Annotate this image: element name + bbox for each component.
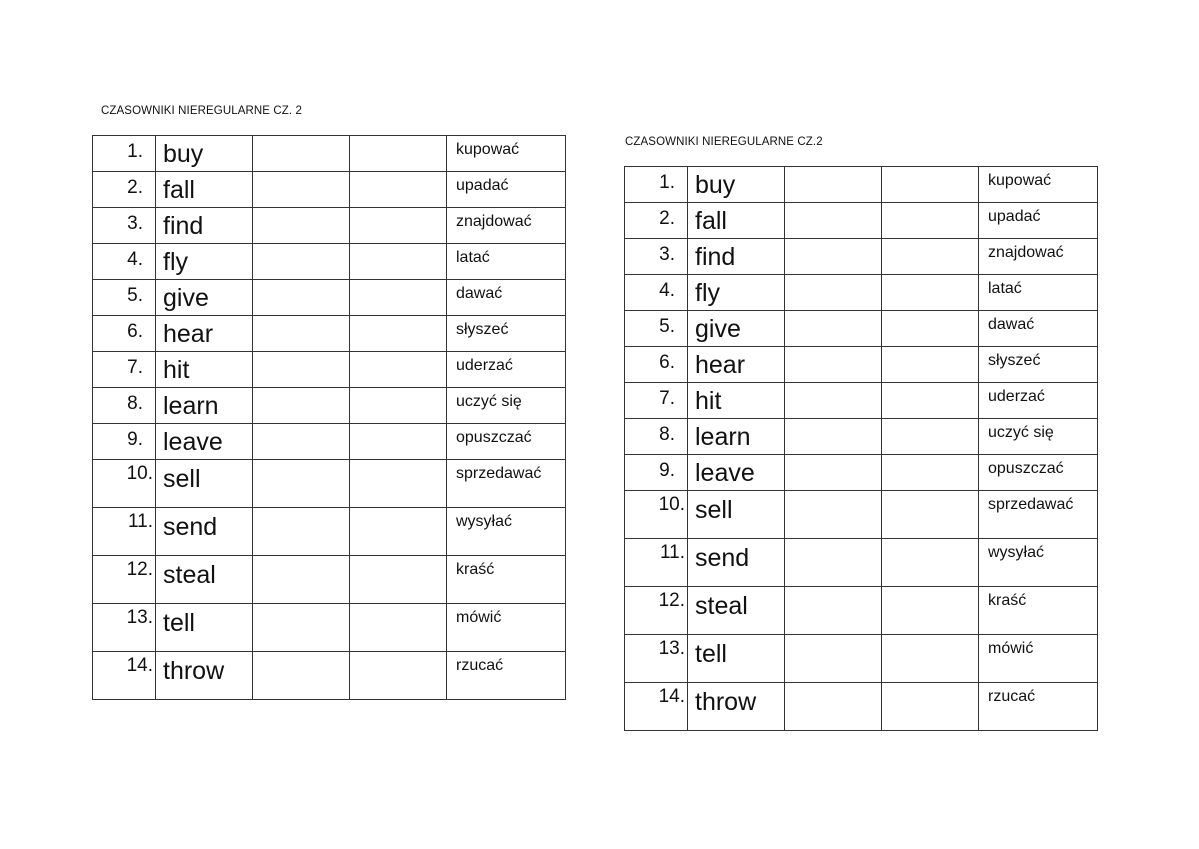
verb-cell [688,635,785,683]
translation-cell [979,347,1098,383]
row-number-cell [93,244,156,280]
past-simple-blank-cell [253,508,350,556]
past-simple-blank-cell [785,683,882,731]
past-simple-blank-cell [785,491,882,539]
base-verb: steal [695,592,748,620]
past-simple-blank-cell [785,455,882,491]
translation: kraść [456,561,495,578]
row-number-cell [93,556,156,604]
past-participle-blank-cell [350,280,447,316]
translation: upadać [456,177,509,194]
base-verb: give [163,284,209,312]
past-simple-blank-cell [253,208,350,244]
past-simple-blank-cell [253,316,350,352]
past-participle-blank-cell [882,419,979,455]
base-verb: fly [163,248,188,276]
row-number: 2. [127,177,143,198]
base-verb: give [695,315,741,343]
verb-table-body [625,167,1098,731]
row-number-cell [93,136,156,172]
past-simple-blank-cell [785,167,882,203]
past-simple-blank-cell [253,172,350,208]
verb-cell [688,347,785,383]
table-row [93,652,566,700]
table-row [93,388,566,424]
past-simple-blank-cell [785,383,882,419]
verb-cell [156,316,253,352]
past-simple-blank-cell [253,652,350,700]
translation: sprzedawać [456,465,542,482]
row-number: 14. [658,686,685,707]
base-verb: send [695,544,750,572]
table-row [625,683,1098,731]
translation-cell [447,280,566,316]
table-row [625,167,1098,203]
row-number: 4. [127,249,143,270]
translation-cell [979,635,1098,683]
row-number-cell [625,239,688,275]
base-verb: buy [163,140,204,168]
translation: mówić [456,609,502,626]
row-number-cell [625,455,688,491]
past-participle-blank-cell [350,172,447,208]
past-participle-blank-cell [882,311,979,347]
past-participle-blank-cell [350,244,447,280]
row-number-cell [625,683,688,731]
worksheet-right [624,135,1098,731]
base-verb: leave [695,459,755,487]
row-number: 5. [659,316,675,337]
row-number-cell [625,491,688,539]
past-simple-blank-cell [253,604,350,652]
row-number: 11. [659,542,685,563]
verb-cell [688,203,785,239]
verb-cell [156,460,253,508]
verb-table [624,166,1098,731]
row-number: 13. [126,607,153,628]
row-number-cell [93,508,156,556]
base-verb: send [163,513,218,541]
translation-cell [447,316,566,352]
verb-cell [156,208,253,244]
base-verb: tell [163,609,195,637]
row-number: 12. [126,559,153,580]
row-number: 7. [127,357,143,378]
verb-cell [156,244,253,280]
past-participle-blank-cell [882,683,979,731]
past-participle-blank-cell [350,316,447,352]
past-simple-blank-cell [785,419,882,455]
past-simple-blank-cell [253,388,350,424]
translation: uczyć się [988,424,1054,441]
verb-cell [688,275,785,311]
translation: opuszczać [456,429,532,446]
past-participle-blank-cell [882,539,979,587]
table-row [93,460,566,508]
verb-cell [688,683,785,731]
row-number-cell [625,383,688,419]
translation-cell [447,244,566,280]
table-row [93,316,566,352]
row-number-cell [93,604,156,652]
row-number: 9. [659,460,675,481]
verb-cell [156,280,253,316]
table-row [625,275,1098,311]
past-simple-blank-cell [253,280,350,316]
row-number: 14. [126,655,153,676]
row-number: 3. [127,213,143,234]
verb-cell [688,539,785,587]
past-participle-blank-cell [350,136,447,172]
base-verb: sell [695,496,733,524]
past-simple-blank-cell [785,635,882,683]
row-number-cell [625,203,688,239]
translation: latać [988,280,1022,297]
translation: kupować [988,172,1052,189]
translation-cell [979,275,1098,311]
table-row [93,172,566,208]
worksheet-left [92,104,566,700]
row-number: 10. [126,463,153,484]
verb-cell [688,491,785,539]
translation-cell [447,652,566,700]
table-row [625,311,1098,347]
translation-cell [979,455,1098,491]
base-verb: fall [695,207,727,235]
row-number-cell [93,280,156,316]
translation: kraść [988,592,1027,609]
base-verb: buy [695,171,736,199]
table-row [93,604,566,652]
row-number: 1. [127,141,143,162]
verb-cell [688,383,785,419]
verb-cell [156,172,253,208]
past-participle-blank-cell [882,275,979,311]
past-participle-blank-cell [350,424,447,460]
base-verb: sell [163,465,201,493]
row-number: 6. [659,352,675,373]
past-participle-blank-cell [882,491,979,539]
translation-cell [979,587,1098,635]
translation: upadać [988,208,1041,225]
verb-cell [688,419,785,455]
translation: rzucać [988,688,1036,705]
translation-cell [979,203,1098,239]
translation: wysyłać [988,544,1045,561]
base-verb: hear [695,351,746,379]
past-participle-blank-cell [350,652,447,700]
past-participle-blank-cell [350,556,447,604]
row-number-cell [93,208,156,244]
table-row [93,136,566,172]
table-row [93,208,566,244]
base-verb: hear [163,320,214,348]
row-number-cell [625,275,688,311]
translation: wysyłać [456,513,513,530]
verb-cell [688,455,785,491]
row-number-cell [93,388,156,424]
table-row [625,347,1098,383]
translation-cell [979,383,1098,419]
row-number-cell [93,424,156,460]
row-number-cell [93,172,156,208]
base-verb: hit [695,387,722,415]
translation: latać [456,249,490,266]
table-row [93,424,566,460]
row-number: 8. [127,393,143,414]
row-number-cell [93,460,156,508]
row-number: 12. [658,590,685,611]
translation: słyszeć [456,321,509,338]
base-verb: steal [163,561,216,589]
past-participle-blank-cell [350,388,447,424]
base-verb: find [163,212,204,240]
table-row [625,239,1098,275]
past-simple-blank-cell [785,275,882,311]
base-verb: find [695,243,736,271]
past-simple-blank-cell [253,460,350,508]
translation: opuszczać [988,460,1064,477]
table-row [625,203,1098,239]
verb-cell [688,587,785,635]
translation-cell [979,311,1098,347]
translation-cell [447,460,566,508]
past-participle-blank-cell [350,604,447,652]
table-row [625,491,1098,539]
past-simple-blank-cell [253,136,350,172]
translation-cell [979,683,1098,731]
verb-table [92,135,566,700]
row-number-cell [625,347,688,383]
base-verb: learn [695,423,751,451]
past-participle-blank-cell [882,587,979,635]
past-simple-blank-cell [253,424,350,460]
verb-cell [688,311,785,347]
translation: znajdować [456,213,532,230]
row-number: 4. [659,280,675,301]
past-participle-blank-cell [882,347,979,383]
row-number: 11. [127,511,153,532]
translation-cell [447,388,566,424]
row-number: 1. [659,172,675,193]
past-simple-blank-cell [785,587,882,635]
table-row [93,280,566,316]
translation: kupować [456,141,520,158]
past-participle-blank-cell [882,167,979,203]
base-verb: fall [163,176,195,204]
row-number-cell [625,539,688,587]
verb-cell [156,424,253,460]
translation: dawać [456,285,503,302]
verb-cell [156,652,253,700]
translation-cell [979,419,1098,455]
row-number: 6. [127,321,143,342]
translation: uderzać [988,388,1045,405]
row-number-cell [625,587,688,635]
verb-table-body [93,136,566,700]
translation-cell [979,491,1098,539]
past-participle-blank-cell [882,203,979,239]
table-row [93,244,566,280]
row-number: 13. [658,638,685,659]
table-row [93,556,566,604]
table-row [625,419,1098,455]
translation: mówić [988,640,1034,657]
translation-cell [447,172,566,208]
table-row [625,635,1098,683]
base-verb: learn [163,392,219,420]
past-simple-blank-cell [785,539,882,587]
base-verb: leave [163,428,223,456]
past-participle-blank-cell [882,239,979,275]
past-participle-blank-cell [350,460,447,508]
translation-cell [979,239,1098,275]
verb-cell [688,167,785,203]
translation: uczyć się [456,393,522,410]
translation-cell [979,167,1098,203]
worksheet-title: CZASOWNIKI NIEREGULARNE CZ.2 [625,136,823,148]
translation: słyszeć [988,352,1041,369]
past-simple-blank-cell [785,239,882,275]
translation-cell [447,556,566,604]
translation: sprzedawać [988,496,1074,513]
table-row [93,352,566,388]
verb-cell [156,136,253,172]
translation: rzucać [456,657,504,674]
row-number-cell [625,635,688,683]
table-row [625,383,1098,419]
past-simple-blank-cell [253,244,350,280]
row-number-cell [625,167,688,203]
base-verb: throw [695,688,757,716]
base-verb: hit [163,356,190,384]
past-participle-blank-cell [882,455,979,491]
worksheet-title: CZASOWNIKI NIEREGULARNE CZ. 2 [101,105,302,117]
translation-cell [447,508,566,556]
past-participle-blank-cell [882,383,979,419]
row-number: 9. [127,429,143,450]
translation-cell [447,352,566,388]
base-verb: throw [163,657,225,685]
row-number: 10. [658,494,685,515]
verb-cell [156,352,253,388]
past-participle-blank-cell [882,635,979,683]
past-simple-blank-cell [253,556,350,604]
row-number-cell [93,652,156,700]
translation-cell [447,136,566,172]
translation: dawać [988,316,1035,333]
table-row [93,508,566,556]
past-participle-blank-cell [350,508,447,556]
row-number-cell [625,311,688,347]
table-row [625,539,1098,587]
row-number: 7. [659,388,675,409]
translation-cell [979,539,1098,587]
row-number-cell [93,316,156,352]
past-simple-blank-cell [785,311,882,347]
table-row [625,455,1098,491]
table-row [625,587,1098,635]
past-participle-blank-cell [350,352,447,388]
base-verb: fly [695,279,720,307]
row-number-cell [625,419,688,455]
verb-cell [688,239,785,275]
base-verb: tell [695,640,727,668]
past-simple-blank-cell [785,347,882,383]
past-participle-blank-cell [350,208,447,244]
translation: znajdować [988,244,1064,261]
verb-cell [156,508,253,556]
verb-cell [156,604,253,652]
verb-cell [156,556,253,604]
translation-cell [447,604,566,652]
row-number: 2. [659,208,675,229]
translation: uderzać [456,357,513,374]
row-number-cell [93,352,156,388]
verb-cell [156,388,253,424]
past-simple-blank-cell [253,352,350,388]
row-number: 5. [127,285,143,306]
translation-cell [447,208,566,244]
row-number: 8. [659,424,675,445]
translation-cell [447,424,566,460]
past-simple-blank-cell [785,203,882,239]
row-number: 3. [659,244,675,265]
